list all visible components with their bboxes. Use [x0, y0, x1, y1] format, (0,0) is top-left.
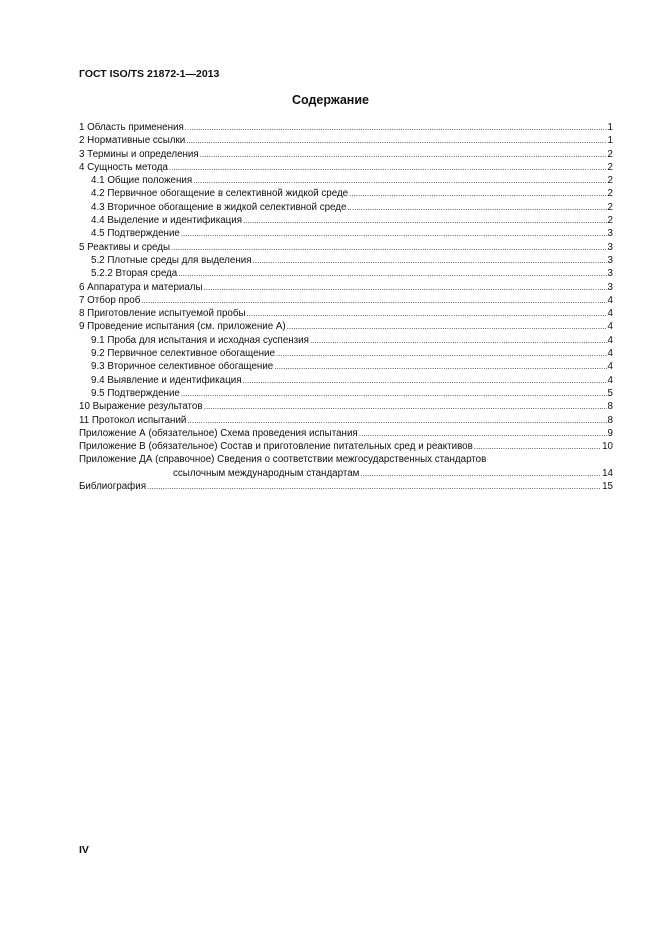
toc-entry-continuation[interactable]	[79, 467, 613, 480]
toc-entry-page: 4	[607, 374, 613, 386]
toc-leader-dots	[204, 281, 607, 294]
toc-subentry[interactable]	[79, 201, 613, 214]
toc-leader-dots	[247, 307, 607, 320]
toc-entry-label: 9.2 Первичное селективное обогащение	[91, 348, 275, 360]
toc-leader-dots	[349, 187, 606, 200]
toc-leader-dots	[243, 214, 606, 227]
toc-entry-page: 3	[607, 254, 613, 266]
toc-entry-label: Приложение А (обязательное) Схема проведения испытания	[79, 427, 358, 439]
toc-leader-dots	[360, 467, 601, 480]
toc-leader-dots	[181, 387, 607, 400]
toc-entry-page: 4	[607, 334, 613, 346]
toc-entry-page: 3	[607, 228, 613, 240]
toc-leader-dots	[185, 121, 607, 134]
toc-leader-dots	[169, 161, 607, 174]
toc-entry-page: 3	[607, 268, 613, 280]
toc-entry-page: 15	[602, 481, 613, 493]
toc-entry-page: 8	[607, 414, 613, 426]
toc-entry-page: 2	[607, 175, 613, 187]
toc-subentry[interactable]	[79, 254, 613, 267]
toc-entry-page: 4	[607, 348, 613, 360]
toc-entry-page: 4	[607, 361, 613, 373]
page-number: IV	[79, 844, 89, 856]
toc-entry[interactable]	[79, 440, 613, 453]
toc-entry-page: 1	[607, 122, 613, 133]
toc-leader-dots	[347, 201, 606, 214]
toc-subentry[interactable]	[79, 187, 613, 200]
toc-entry-label: 9.1 Проба для испытания и исходная суспензия	[91, 334, 309, 346]
toc-entry[interactable]	[79, 148, 613, 161]
toc-subentry[interactable]	[79, 267, 613, 280]
toc-entry[interactable]	[79, 294, 613, 307]
toc-entry-label-continuation: ссылочным международным стандартам	[173, 467, 360, 479]
toc-entry-label: 4.4 Выделение и идентификация	[91, 215, 243, 227]
toc-entry-label: 2 Нормативные ссылки	[79, 135, 186, 147]
toc-entry-page: 8	[607, 401, 613, 413]
toc-subentry[interactable]	[79, 347, 613, 360]
toc-entry-page: 4	[607, 294, 613, 306]
toc-title: Содержание	[291, 93, 369, 107]
toc-leader-dots	[474, 440, 601, 453]
toc-leader-dots	[204, 400, 607, 413]
toc-entry-label: Приложение В (обязательное) Состав и приготовление питательных сред и реактивов	[79, 441, 473, 453]
toc-entry-page: 9	[607, 427, 613, 439]
toc-subentry[interactable]	[79, 174, 613, 187]
toc-entry-label: 5.2 Плотные среды для выделения	[91, 254, 252, 266]
toc-entry[interactable]	[79, 161, 613, 174]
toc-leader-dots	[181, 227, 607, 240]
toc-entry-heading[interactable]	[79, 453, 613, 466]
toc-leader-dots	[359, 427, 607, 440]
toc-leader-dots	[171, 241, 607, 254]
toc-entry[interactable]	[79, 480, 613, 493]
toc-entry-page: 1	[607, 135, 613, 147]
toc-entry-label: 6 Аппаратура и материалы	[79, 281, 203, 293]
toc-subentry[interactable]	[79, 334, 613, 347]
toc-leader-dots	[141, 294, 606, 307]
toc-entry-label: 4.3 Вторичное обогащение в жидкой селективной среде	[91, 201, 347, 213]
toc-leader-dots	[178, 267, 606, 280]
toc-leader-dots	[276, 347, 607, 360]
toc-entry[interactable]	[79, 320, 613, 333]
toc-leader-dots	[187, 414, 606, 427]
toc-leader-dots	[147, 480, 601, 493]
toc-entry-label: 4.1 Общие положения	[91, 175, 193, 187]
toc-leader-dots	[253, 254, 607, 267]
toc-subentry[interactable]	[79, 214, 613, 227]
toc-entry-label: 1 Область применения	[79, 122, 184, 133]
toc-subentry[interactable]	[79, 387, 613, 400]
toc-entry-page: 2	[607, 148, 613, 160]
toc-entry-label: 4 Сущность метода	[79, 161, 168, 173]
toc-leader-dots	[200, 148, 607, 161]
toc-entry-label: 5.2.2 Вторая среда	[91, 268, 178, 280]
toc-entry[interactable]	[79, 307, 613, 320]
toc-entry[interactable]	[79, 241, 613, 254]
toc-entry-label: 8 Приготовление испытуемой пробы	[79, 308, 246, 320]
toc-leader-dots	[193, 174, 606, 187]
toc-entry-page: 2	[607, 161, 613, 173]
toc-entry-label: 9.3 Вторичное селективное обогащение	[91, 361, 274, 373]
table-of-contents	[79, 121, 613, 493]
toc-entry[interactable]	[79, 414, 613, 427]
toc-entry[interactable]	[79, 134, 613, 147]
toc-entry-label: 4.2 Первичное обогащение в селективной жидкой среде	[91, 188, 349, 200]
toc-entry-label: 11 Протокол испытаний	[79, 414, 187, 426]
toc-entry-label: Приложение ДА (справочное) Сведения о соответствии межгосударственных стандартов	[79, 454, 487, 466]
toc-leader-dots	[287, 320, 607, 333]
toc-leader-dots	[243, 374, 607, 387]
toc-leader-dots	[310, 334, 607, 347]
toc-entry-page: 4	[607, 308, 613, 320]
toc-leader-dots	[186, 134, 606, 147]
toc-subentry[interactable]	[79, 374, 613, 387]
toc-entry-label: 9 Проведение испытания (см. приложение А)	[79, 321, 286, 333]
toc-entry[interactable]	[79, 427, 613, 440]
toc-entry-label: 9.4 Выявление и идентификация	[91, 374, 242, 386]
toc-entry[interactable]	[79, 281, 613, 294]
toc-entry-page: 2	[607, 201, 613, 213]
toc-entry-label: 7 Отбор проб	[79, 294, 141, 306]
document-code: ГОСТ ISO/TS 21872-1—2013	[79, 68, 220, 80]
toc-entry-label: 3 Термины и определения	[79, 148, 199, 160]
toc-entry-page: 3	[607, 241, 613, 253]
toc-entry-page: 3	[607, 281, 613, 293]
toc-entry-page: 10	[602, 441, 613, 453]
toc-entry-label: 10 Выражение результатов	[79, 401, 203, 413]
toc-entry-page: 2	[607, 188, 613, 200]
toc-entry-label: 4.5 Подтверждение	[91, 228, 180, 240]
toc-entry-label: 5 Реактивы и среды	[79, 241, 171, 253]
toc-entry-page: 2	[607, 215, 613, 227]
toc-entry-page: 14	[602, 467, 613, 479]
toc-entry-page: 5	[607, 387, 613, 399]
toc-entry-label: 9.5 Подтверждение	[91, 387, 180, 399]
toc-entry[interactable]	[79, 121, 613, 134]
toc-entry[interactable]	[79, 400, 613, 413]
toc-leader-dots	[274, 360, 606, 373]
toc-subentry[interactable]	[79, 227, 613, 240]
toc-entry-page: 4	[607, 321, 613, 333]
toc-entry-label: Библиография	[79, 481, 147, 493]
toc-subentry[interactable]	[79, 360, 613, 373]
